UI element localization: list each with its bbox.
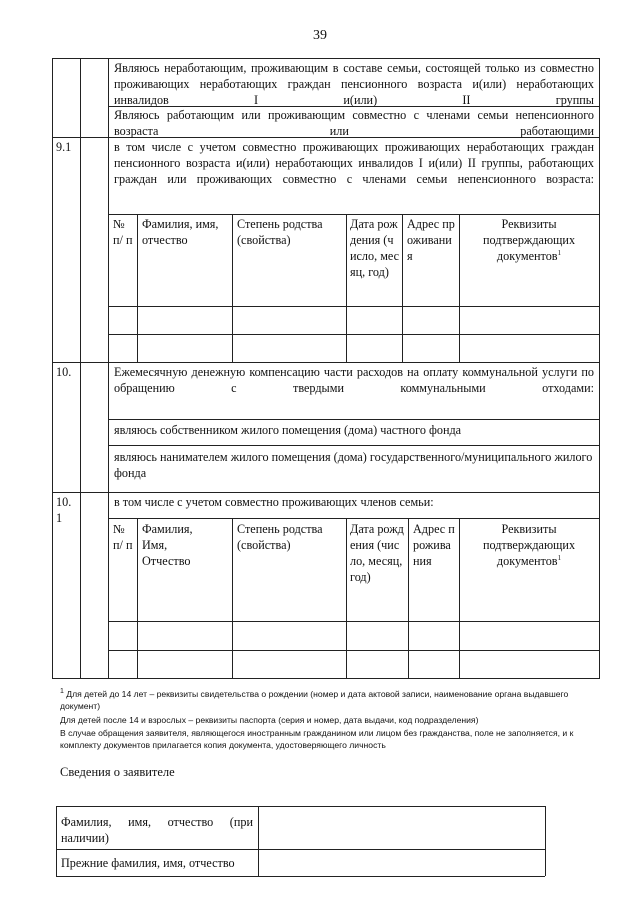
option-working-family: Являюсь работающим или проживающим совместно с членами семьи непенсионного возраста или работающими [114,108,594,138]
section-number-10-1: 10. 1 [56,495,72,525]
col-header-relation: Степень родства (свойства) [237,217,323,247]
applicant-previous-name-value[interactable] [260,851,542,873]
section-number-9-1: 9.1 [56,140,72,154]
option-state-tenant: являюсь нанимателем жилого помещения (дома) государственного/муниципального жилого фонда [114,450,593,480]
col-header-address: Адрес проживания [413,522,455,568]
footnote-adults: Для детей после 14 и взрослых – реквизиты паспорта (серия и номер, дата выдачи, код подразделения) [60,715,479,725]
col-header-documents: Реквизиты подтверждающих документов$^1$ [482,217,576,263]
applicant-full-name-value[interactable] [260,808,542,846]
section-number-10: 10. [56,365,72,379]
col-header-address: Адрес проживания [407,217,455,263]
footnote-foreigners: В случае обращения заявителя, являющегося иностранным гражданином или лицом без гражданства, поле не заполняется, и к комплекту документов прилагается копия документа, удостоверяющего личность [60,728,574,750]
section-9-1-text: в том числе с учетом совместно проживающих проживающих неработающих граждан пенсионного возраста и(или) неработающих инвалидов I и(или) II группы, работающих граждан или проживающих совместно с членами семьи непенсионного возраста: [114,140,594,186]
applicant-previous-name-label: Прежние фамилия, имя, отчество [61,856,235,870]
col-header-number: № п/ п [113,522,133,552]
section-10-text: Ежемесячную денежную компенсацию части расходов на оплату коммунальной услуги по обращению с твердыми коммунальными отходами: [114,365,594,395]
section-10-1-text: в том числе с учетом совместно проживающих членов семьи: [114,495,434,509]
col-header-birth-date: Дата рождения (число, месяц, год) [350,522,404,584]
col-header-full-name: Фамилия, Имя, Отчество [142,522,193,568]
option-nonworking-family: Являюсь неработающим, проживающим в составе семьи, состоящей только из совместно проживающих неработающих граждан пенсионного возраста и(или) неработающих инвалидов I и(или) II группы [114,61,594,107]
col-header-full-name: Фамилия, имя, отчество [142,217,219,247]
col-header-documents: Реквизиты подтверждающих документов$^1$ [482,522,576,568]
page-number: 39 [313,28,327,43]
footnote-children: $^1$ Для детей до 14 лет – реквизиты свидетельства о рождении (номер и дата актовой записи, наименование органа выдавшего документ) [60,688,569,711]
applicant-full-name-label: Фамилия, имя, отчество (при наличии) [61,815,253,845]
col-header-relation: Степень родства (свойства) [237,522,323,552]
col-header-number: № п/ п [113,217,133,247]
option-private-owner: являюсь собственником жилого помещения (дома) частного фонда [114,423,462,437]
col-header-birth-date: Дата рождения (число, месяц, год) [350,217,400,279]
applicant-heading: Сведения о заявителе [60,765,175,779]
